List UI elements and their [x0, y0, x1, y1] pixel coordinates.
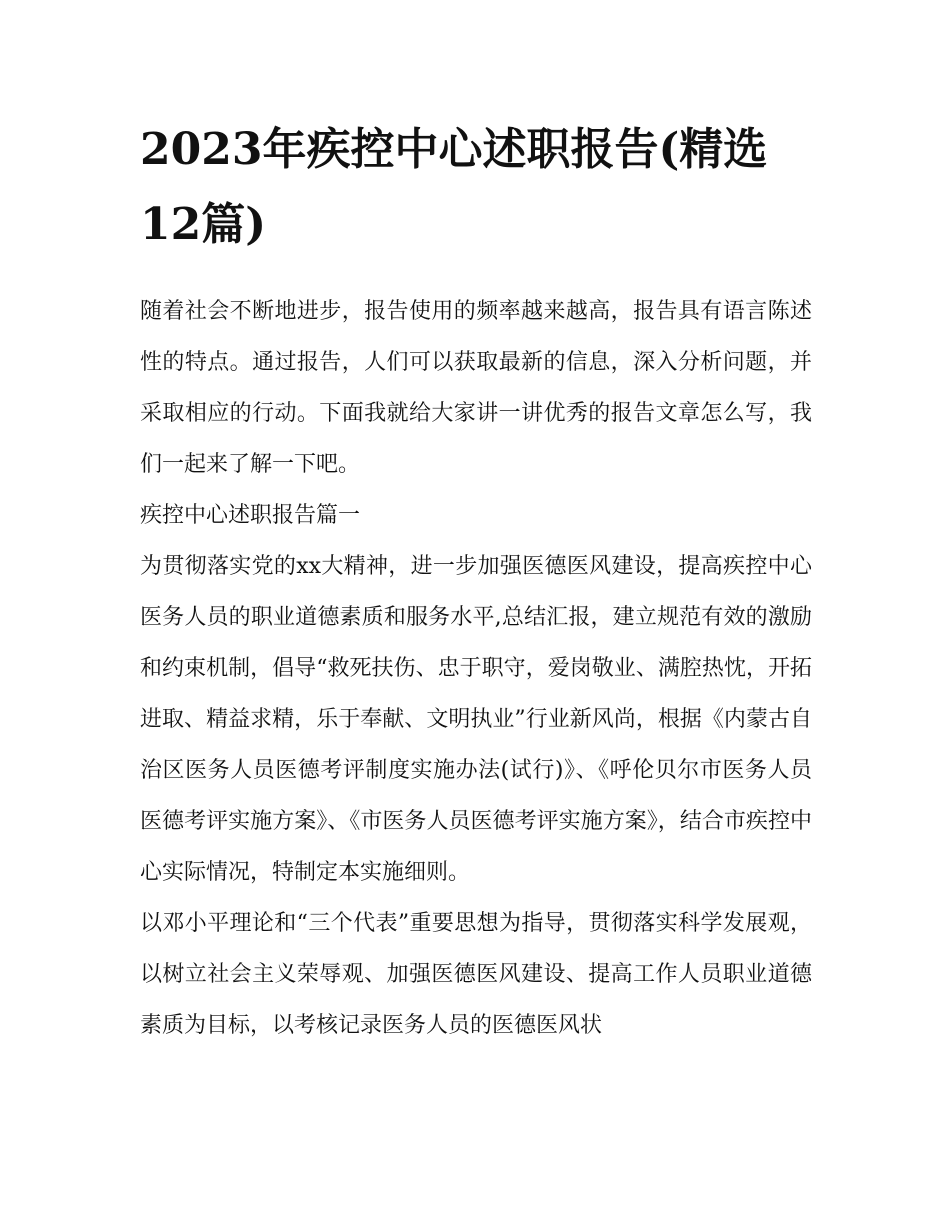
body-paragraph-1: 为贯彻落实党的xx大精神，进一步加强医德医风建设，提高疾控中心医务人员的职业道德素质和服务水平,总结汇报，建立规范有效的激励和约束机制，倡导“救死扶伤、忠于职守，爱岗敬业、满腔热忱，开拓进取、精益求精，乐于奉献、文明执业”行业新风尚，根据《内蒙古自治区医务人员医德考评制度实施办法(试行)》、《呼伦贝尔市医务人员医德考评实施方案》、《市医务人员医德考评实施方案》，结合市疾控中心实际情况，特制定本实施细则。 — [140, 554, 812, 885]
document-content — [140, 112, 812, 1051]
body-paragraph-2: 以邓小平理论和“三个代表”重要思想为指导，贯彻落实科学发展观，以树立社会主义荣辱观、加强医德医风建设、提高工作人员职业道德素质为目标，以考核记录医务人员的医德医风状 — [140, 911, 812, 1038]
intro-paragraph: 随着社会不断地进步，报告使用的频率越来越高，报告具有语言陈述性的特点。通过报告，人们可以获取最新的信息，深入分析问题，并采取相应的行动。下面我就给大家讲一讲优秀的报告文章怎么写，我们一起来了解一下吧。 — [140, 299, 812, 477]
section-heading: 疾控中心述职报告篇一 — [140, 503, 361, 528]
document-title: 2023年疾控中心述职报告(精选12篇) — [140, 124, 768, 250]
